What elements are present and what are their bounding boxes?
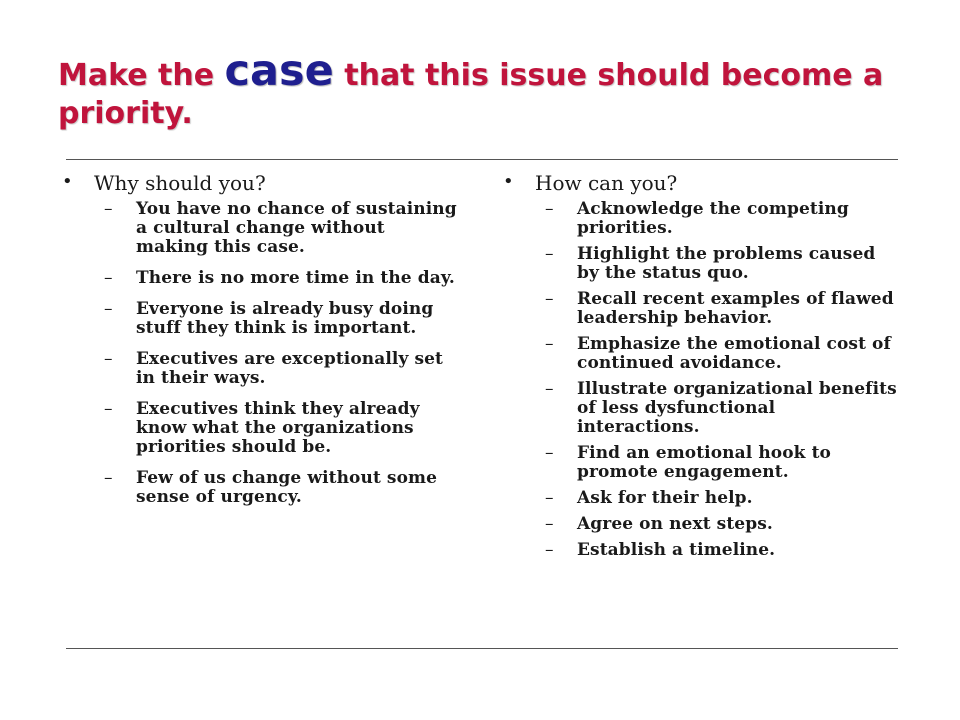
dash-icon: –: [545, 443, 554, 463]
list-item-text: Executives think they already know what the organizations priorities should be.: [136, 399, 420, 457]
list-item-text: Establish a timeline.: [577, 540, 776, 560]
list-item: [503, 444, 903, 482]
list-item: [503, 335, 903, 373]
list-item-text: Acknowledge the competing priorities.: [577, 199, 849, 238]
bullet-icon: •: [503, 171, 514, 192]
list-item-text: Illustrate organizational benefits of less dysfunctional interactions.: [577, 379, 897, 437]
dash-icon: –: [545, 334, 554, 354]
dash-icon: –: [545, 540, 554, 560]
list-item-text: Highlight the problems caused by the status quo.: [577, 244, 876, 283]
dash-icon: –: [104, 299, 113, 319]
bullet-icon: •: [62, 171, 73, 192]
title-part-2: that this issue should become a priority.: [58, 58, 884, 131]
list-item-text: Everyone is already busy doing stuff they think is important.: [136, 299, 434, 338]
list-item-text: You have no chance of sustaining a cultural change without making this case.: [136, 199, 457, 257]
left-heading-text: Why should you?: [94, 171, 266, 195]
dash-icon: –: [104, 399, 113, 419]
list-item: [503, 541, 903, 560]
bottom-divider: [66, 648, 898, 649]
list-item: [62, 269, 462, 288]
dash-icon: –: [545, 379, 554, 399]
top-divider: [66, 159, 898, 160]
left-column: [62, 170, 462, 519]
list-item: [62, 200, 462, 257]
list-item: [62, 469, 462, 507]
list-item-text: There is no more time in the day.: [136, 268, 455, 288]
right-list: [503, 200, 903, 560]
list-item-text: Recall recent examples of flawed leadership behavior.: [577, 289, 894, 328]
list-item: [503, 489, 903, 508]
dash-icon: –: [545, 199, 554, 219]
title-part-1: Make the: [58, 58, 225, 93]
list-item-text: Emphasize the emotional cost of continued avoidance.: [577, 334, 891, 373]
right-heading-text: How can you?: [535, 171, 678, 195]
dash-icon: –: [545, 244, 554, 264]
dash-icon: –: [545, 289, 554, 309]
right-column: [503, 170, 903, 567]
list-item-text: Executives are exceptionally set in their ways.: [136, 349, 443, 388]
list-item-text: Agree on next steps.: [577, 514, 773, 534]
list-item: [503, 515, 903, 534]
list-item-text: Find an emotional hook to promote engagement.: [577, 443, 831, 482]
list-item-text: Ask for their help.: [577, 488, 753, 508]
list-item: [503, 380, 903, 437]
list-item: [62, 300, 462, 338]
dash-icon: –: [104, 268, 113, 288]
right-heading: [503, 170, 903, 196]
list-item: [62, 400, 462, 457]
dash-icon: –: [545, 514, 554, 534]
list-item-text: Few of us change without some sense of urgency.: [136, 468, 438, 507]
left-heading: [62, 170, 462, 196]
list-item: [503, 290, 903, 328]
dash-icon: –: [545, 488, 554, 508]
list-item: [503, 245, 903, 283]
title-emphasis-case: case: [224, 46, 334, 96]
list-item: [503, 200, 903, 238]
dash-icon: –: [104, 199, 113, 219]
left-list: [62, 200, 462, 507]
dash-icon: –: [104, 349, 113, 369]
slide-title: [58, 46, 898, 133]
dash-icon: –: [104, 468, 113, 488]
list-item: [62, 350, 462, 388]
